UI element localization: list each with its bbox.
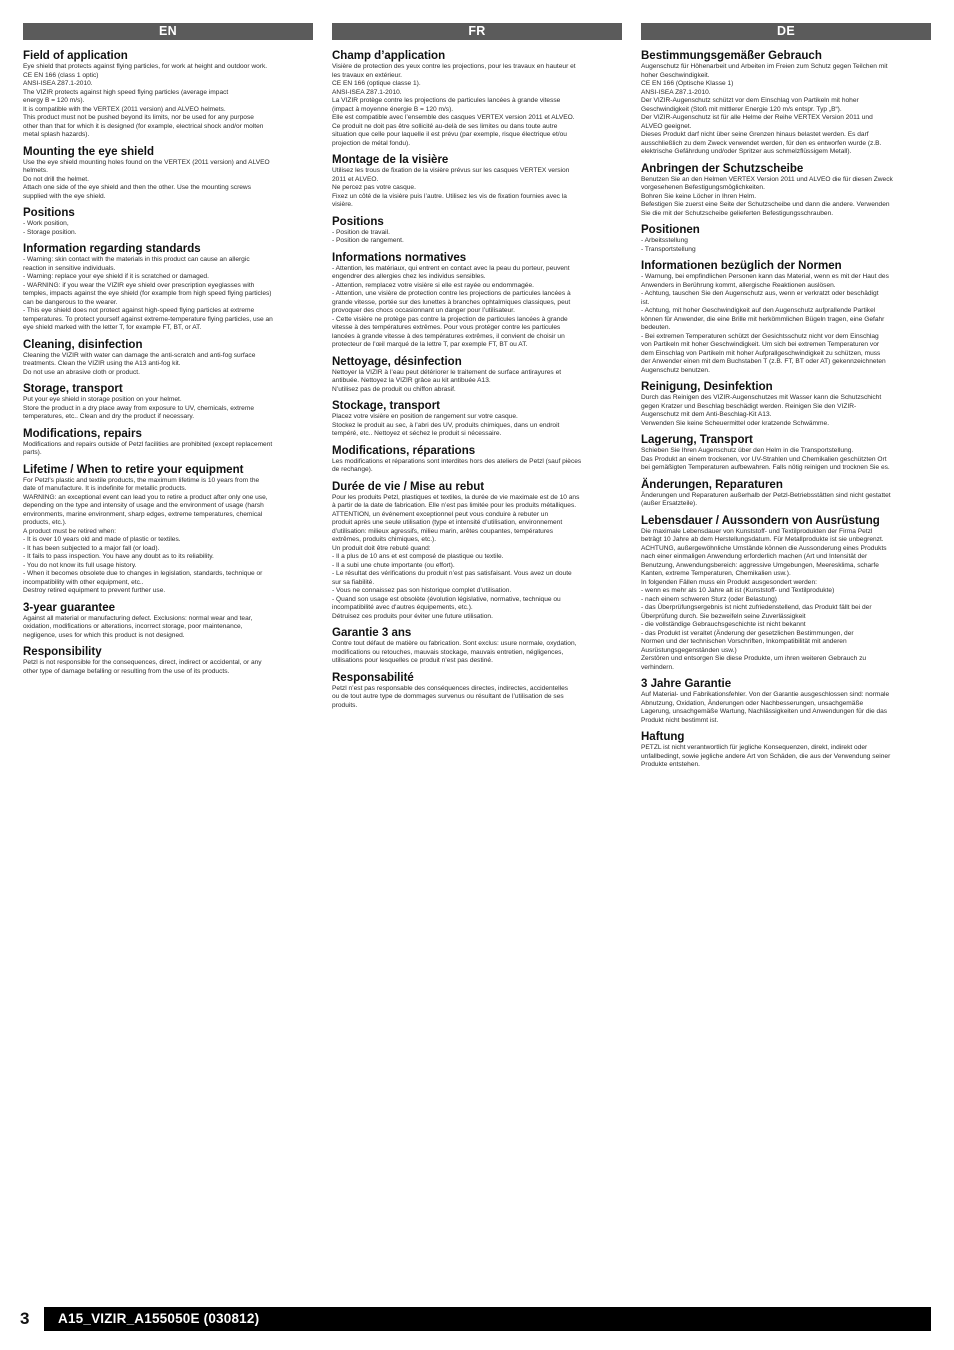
section-title: Information regarding standards [23,243,201,255]
section-body: Put your eye shield in storage position on your helmet. Store the product in a dry place away from exposure to UV, chemicals, extreme temperatures, etc.. Clean and dry the product if necessary. [23,396,255,420]
section-body: Contre tout défaut de matière ou fabrication. Sont exclus: usure normale, oxydation, modifications ou retouches, mauvais stockage, mauvais entretien, négligences, utilisations pour lesquelles ce produit n’est pas destiné. [332,640,577,664]
section-title: Änderungen, Reparaturen [641,478,783,491]
column-fr [332,23,622,714]
section-title: Lebensdauer / Aussondern von Ausrüstung [641,514,880,527]
section [641,222,931,254]
section-body: Cleaning the VIZIR with water can damage the anti-scratch and anti-fog surface treatments. Clean the VIZIR using the A13 anti-fog kit. Do not use an abrasive cloth or product. [23,351,256,376]
section-body: Eye shield that protects against flying particles, for work at height and outdoor work. CE EN 166 (class 1 optic) ANSI-ISEA Z87.1-2010. The VIZIR protects against high speed flying particles (average impact energy B = 120 m/s). It is compatible with the VERTEX (2011 version) and ALVEO helmets. This product must not be pushed beyond its limits, nor be used for any purpose other than that for which it is designed (for example, electrical shock and/or molten metal splash hazards). [23,63,268,138]
section-body: Die maximale Lebensdauer von Kunststoff- und Textilprodukten der Firma Petzl beträgt 10 Jahre ab dem Herstellungsdatum. Für Metallprodukte ist sie unbegrenzt. ACHTUNG, außergewöhnliche Umstände können die Aussonderung eines Produkts nach einer einmaligen Anwendung erforderlich machen (Art und Intensität der Benutzung, Anwendungsbereich: aggressive Umgebungen, Meeresklima, scharfe Kanten, extreme Temperaturen, Chemikalien usw.). In folgenden Fällen muss ein Produkt ausgesondert werden: - wenn es mehr als 10 Jahre alt ist (Kunststoff- und Textilprodukte) - nach einem schweren Sturz (oder Belastung) - das Überprüfungsergebnis ist nicht zufriedenstellend, das Produkt fällt bei der Überprüfung durch. Sie bezweifeln seine Zuverlässigkeit - die vollständige Gebrauchsgeschichte ist nicht bekannt - das Produkt ist veraltet (Änderung der gesetzlichen Bestimmungen, der Normen und der technischen Vorschriften, Inkompatibilität mit anderen Ausrüstungsgegenständen usw.) Zerstören und entsorgen Sie diese Produkte, um ihren weiteren Gebrauch zu verhindern. [641,527,887,671]
sections-fr [332,48,622,710]
section-body: Schieben Sie Ihren Augenschutz über den Helm in die Transportstellung. Das Produkt an einem trockenen, vor UV-Strahlen und Chemikalien geschützten Ort bei gemäßigten Temperaturen aufbewahren. Falls nötig reinigen und trocknen Sie es. [641,447,890,471]
section-body: Use the eye shield mounting holes found on the VERTEX (2011 version) and ALVEO helmets. Do not drill the helmet. Attach one side of the eye shield and then the other. Use the mounting screws supplied with the eye shield. [23,158,270,200]
section-title: Modifications, repairs [23,427,142,440]
section-title: Bestimmungsgemäßer Gebrauch [641,50,822,62]
column-en [23,23,313,680]
section-title: Montage de la visière [332,154,449,166]
section-title: Responsabilité [332,671,414,684]
section-title: Cleaning, disinfection [23,338,143,351]
section-title: Storage, transport [23,383,123,395]
language-header-en: EN [23,23,313,40]
section [332,670,622,711]
section [332,250,622,350]
sections-de [641,48,931,770]
section-title: Durée de vie / Mise au rebut [332,480,485,493]
section [641,513,931,673]
section [23,462,313,596]
section-body: Visière de protection des yeux contre les projections, pour les travaux en hauteur et les travaux en extérieur. CE EN 166 (optique classe 1). ANSI-ISEA Z87.1-2010. La VIZIR protège contre les projections de particules lancées à grande vitesse (impact à moyenne énergie B = 120 m/s). Elle est compatible avec l’ensemble des casques VERTEX version 2011 et ALVEO. Ce produit ne doit pas être sollicité au-delà de ses limites ou dans toute autre situation que celle pour laquelle il est prévu (par exemple, risque électrique et/ou projection de métal fondu). [332,63,576,147]
section-title: Champ d’application [332,50,446,62]
section [23,600,313,641]
section-title: Anbringen der Schutzscheibe [641,162,804,175]
section [332,398,622,439]
section-body: - Warning: skin contact with the materials in this product can cause an allergic reaction in sensitive individuals. - Warning: replace your eye shield if it is scratched or damaged. - WARNING: if you wear the VIZIR eye shield over prescription eyeglasses with temples, impacts against the eye shield (for example from high speed flying particles) can be dangerous to the wearer. - This eye shield does not protect against high-speed flying particles at extreme temperatures. To protect yourself against extreme-temperature flying particles, use an eye shield marked with the letter T, for example FT, BT, or AT. [23,256,273,331]
section [23,644,313,676]
document-reference: A15_VIZIR_A155050E (030812) [44,1307,931,1331]
section-body: Petzl n’est pas responsable des conséquences directes, indirectes, accidentelles ou de tout autre type de dommages survenus ou résultant de l’utilisation de ses produits. [332,684,569,709]
section [332,479,622,622]
section-title: Reinigung, Desinfektion [641,381,773,393]
section-body: Nettoyer la VIZIR à l’eau peut détériorer le traitement de surface antirayures et antibuée. Nettoyez la VIZIR grâce au kit antibuée A13. N’utilisez pas de produit ou chiffon abrasif. [332,368,562,393]
section [641,258,931,375]
section [641,477,931,509]
section-body: - Position de travail. - Position de rangement. [332,228,404,244]
section-body: Modifications and repairs outside of Petzl facilities are prohibited (except replacement parts). [23,440,273,456]
section [23,381,313,422]
section [23,48,313,140]
section-title: Positions [23,207,75,219]
section-body: Änderungen und Reparaturen außerhalb der Petzl-Betriebsstätten sind nicht gestattet (außer Ersatzteile). [641,491,891,507]
section-title: Mounting the eye shield [23,145,154,158]
section [332,214,622,246]
section-body: Benutzen Sie an den Helmen VERTEX Version 2011 und ALVEO die für diesen Zweck vorgesehenen Befestigungsmöglichkeiten. Bohren Sie keine Löcher in Ihren Helm. Befestigen Sie zuerst eine Seite der Schutzscheibe und dann die andere. Verwenden Sie die mit der Schutzscheibe gelieferten Befestigungsschrauben. [641,175,893,217]
language-header-de: DE [641,23,931,40]
section [641,432,931,473]
section-title: Lagerung, Transport [641,434,753,446]
section-title: Responsibility [23,646,102,658]
section-body: Augenschutz für Höhenarbeit und Arbeiten im Freien zum Schutz gegen Teilchen mit hoher Geschwindigkeit. CE EN 166 (Optische Klasse 1) ANSI-ISEA Z87.1-2010. Der VIZIR-Augenschutz schützt vor dem Einschlag von Partikeln mit hoher Geschwindigkeit (Stoß mit mittlerer Energie 120 m/s entspr. Typ „B“). Der VIZIR-Augenschutz ist für alle Helme der Reihe VERTEX Version 2011 und ALVEO geeignet. Dieses Produkt darf nicht über seine Grenzen hinaus belastet werden. Es darf ausschließlich zu dem Zweck verwendet werden, für den es entworfen wurde (z.B. elektrische Gefährdung und/oder Spritzer aus schmelzflüssigem Metall). [641,63,888,155]
section-title: Stockage, transport [332,400,440,412]
section-body: Auf Material- und Fabrikationsfehler. Von der Garantie ausgeschlossen sind: normale Abnutzung, Oxidation, Änderungen oder Nachbesserungen, unsachgemäße Lagerung, unsachgemäße Wartung, Nachlässigkeiten und Anwendungen für die das Produkt nicht bestimmt ist. [641,691,890,724]
page-footer [20,1307,931,1331]
section-title: Positionen [641,224,700,236]
section [332,152,622,210]
section-body: Placez votre visière en position de rangement sur votre casque. Stockez le produit au sec, à l’abri des UV, produits chimiques, dans un endroit tempéré, etc.. Nettoyez et séchez le produit si nécessaire. [332,413,560,437]
section-title: Informationen bezüglich der Normen [641,260,842,272]
section-title: 3 Jahre Garantie [641,678,732,690]
section-title: Haftung [641,731,685,743]
section-body: - Warnung, bei empfindlichen Personen kann das Material, wenn es mit der Haut des Anwenders in Berührung kommt, allergische Reaktionen auslösen. - Achtung, tauschen Sie den Augenschutz aus, wenn er verkratzt oder beschädigt ist. - Achtung, mit hoher Geschwindigkeit auf den Augenschutz aufprallende Partikel können für Anwender, die eine Brille mit herkömmlichen Bügeln tragen, eine Gefahr bedeuten. - Bei extremen Temperaturen schützt der Gesichtsschutz nicht vor dem Einschlag von Partikeln mit hoher Geschwindigkeit. Um sich bei extremen Temperaturen vor dem Einschlag von Partikeln mit hoher Aufprallgeschwindigkeit zu schützen, muss der Anwender einen mit dem Buchstaben T (z.B. FT, BT oder AT) gekennzeichneten Augenschutz benutzen. [641,273,889,374]
section-body: PETZL ist nicht verantwortlich für jegliche Konsequenzen, direkt, indirekt oder unfallbedingt, sowie jegliche andere Art von Schäden, die aus der Verwendung seiner Produkte entstehen. [641,744,891,768]
section [332,443,622,475]
section-title: Garantie 3 ans [332,627,412,639]
section-title: Informations normatives [332,251,467,264]
section [641,729,931,770]
section [332,354,622,395]
section [23,205,313,237]
section [332,625,622,666]
section-title: Nettoyage, désinfection [332,355,462,368]
language-header-fr: FR [332,23,622,40]
document-columns [23,23,931,1293]
section [23,337,313,378]
section-title: Positions [332,215,384,228]
section-body: Durch das Reinigen des VIZIR-Augenschutzes mit Wasser kann die Schutzschicht gegen Kratzer und Beschlag beschädigt werden. Reinigen Sie den VIZIR- Augenschutz mit dem Anti-Beschlag-Kit A13. Verwenden Sie keine Scheuermittel oder kratzende Schwämme. [641,394,882,427]
section [641,676,931,725]
section [641,161,931,219]
section [23,241,313,333]
section-title: Lifetime / When to retire your equipment [23,463,244,476]
section [641,379,931,428]
section-body: - Attention, les matériaux, qui entrent en contact avec la peau du porteur, peuvent engendrer des allergies chez les individus sensibles. - Attention, remplacez votre visière si elle est rayée ou endommagée. - Attention, une visière de protection contre les projections de particules lancées à grande vitesse, portée sur des lunettes à branches ophtalmiques classiques, peut provoquer des chocs occasionnant un danger pour l’utilisateur. - Cette visière ne protège pas contre la projection de particules lancées à grande vitesse à des températures extrêmes. Pour vous protéger contre les particules lancées à grande vitesse à des températures extrêmes, il convient de choisir un protecteur de l’œil marqué de la lettre T, par exemple FT, BT ou AT. [332,264,571,348]
section [641,48,931,157]
section-title: Modifications, réparations [332,444,476,457]
section-body: Les modifications et réparations sont interdites hors des ateliers de Petzl (sauf pièces de rechange). [332,457,582,473]
section-body: Pour les produits Petzl, plastiques et textiles, la durée de vie maximale est de 10 ans à partir de la date de fabrication. Elle n’est pas limitée pour les produits métalliques. ATTENTION, un événement exceptionnel peut vous conduire à rebuter un produit après une seule utilisation (type et intensité d’utilisation, environnement d’utilisation: milieux agressifs, milieu marin, arêtes coupantes, températures extrêmes, produits chimiques, etc.). Un produit doit être rebuté quand: - Il a plus de 10 ans et est composé de plastique ou textile. - Il a subi une chute importante (ou effort). - Le résultat des vérifications du produit n’est pas satisfaisant. Vous avez un doute sur sa fiabilité. - Vous ne connaissez pas son historique complet d’utilisation. - Quand son usage est obsolète (évolution législative, normative, technique ou incompatibilité avec d’autres équipements, etc.). Détruisez ces produits pour éviter une future utilisation. [332,493,580,620]
section-title: 3-year guarantee [23,601,116,614]
section-body: - Arbeitsstellung - Transportstellung [641,237,696,253]
section-body: Against all material or manufacturing defect. Exclusions: normal wear and tear, oxidation, modifications or alterations, incorrect storage, poor maintenance, negligence, uses for which this product is not designed. [23,614,253,639]
section-body: For Petzl's plastic and textile products, the maximum lifetime is 10 years from the date of manufacture. It is indefinite for metallic products. WARNING: an exceptional event can lead you to retire a product after only one use, depending on the type and intensity of usage and the environment of usage (harsh environments, marine environment, sharp edges, extreme temperatures, chemical products, etc.). A product must be retired when: - It is over 10 years old and made of plastic or textiles. - It has been subjected to a major fall (or load). - It fails to pass inspection. You have any doubt as to its reliability. - You do not know its full usage history. - When it becomes obsolete due to changes in legislation, standards, technique or incompatibility with other equipment, etc.. Destroy retired equipment to prevent further use. [23,476,268,594]
section [23,426,313,458]
section-body: - Work position, - Storage position. [23,220,77,236]
section-body: Utilisez les trous de fixation de la visière prévus sur les casques VERTEX version 2011 et ALVEO. Ne percez pas votre casque. Fixez un côté de la visière puis l’autre. Utilisez les vis de fixation fournies avec la visière. [332,167,570,208]
section [23,144,313,202]
section-title: Field of application [23,50,128,62]
section-body: Petzl is not responsible for the consequences, direct, indirect or accidental, or any other type of damage befalling or resulting from the use of its products. [23,659,262,675]
sections-en [23,48,313,676]
section [332,48,622,148]
page-number: 3 [20,1309,30,1328]
column-de [641,23,931,774]
